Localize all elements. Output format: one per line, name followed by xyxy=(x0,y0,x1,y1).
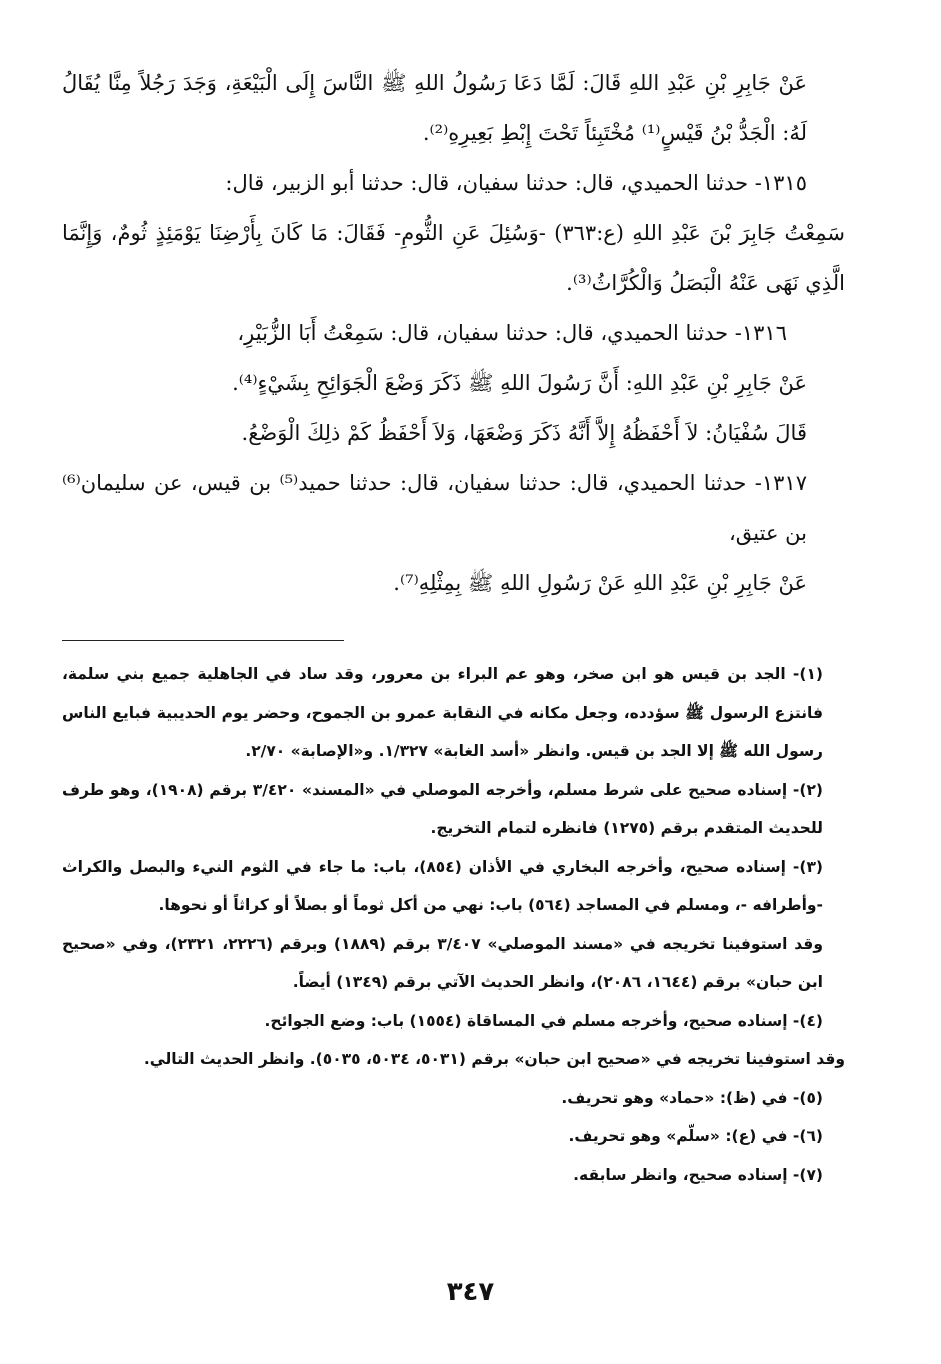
hadith-1317-chain: ١٣١٧- حدثنا الحميدي، قال: حدثنا سفيان، قال: حدثنا حميد⁽⁵⁾ بن قيس، عن سليمان⁽⁶⁾ بن عتيق، xyxy=(62,471,807,545)
page-number: ٣٤٧ xyxy=(446,1277,495,1307)
footnote-3-continued: وقد استوفينا تخريجه في «مسند الموصلي» ٣/٤٠٧ برقم (١٨٨٩) وبرقم (٢٢٢٦، ٢٣٢١)، وفي «صحيح ابن حبان» برقم (١٦٤٤، ٢٠٨٦)، وانظر الحديث الآتي برقم (١٣٤٩) أيضاً. xyxy=(62,934,823,991)
footnote-5: (٥)- في (ظ): «حماد» وهو تحريف. xyxy=(561,1088,823,1107)
hadith-1317-text: عَنْ جَابِرِ بْنِ عَبْدِ اللهِ عَنْ رَسُولِ اللهِ ﷺ بِمِثْلِهِ⁽⁷⁾. xyxy=(393,571,807,595)
footnote-7: (٧)- إسناده صحيح، وانظر سابقه. xyxy=(573,1165,823,1184)
footnote-3: (٣)- إسناده صحيح، وأخرجه البخاري في الأذان (٨٥٤)، باب: ما جاء في الثوم النيء والبصل والكراث -وأطرافه -، ومسلم في المساجد (٥٦٤) باب: نهي من أكل ثوماً أو بصلاً أو كراثاً أو نحوها. xyxy=(62,857,824,914)
footnote-separator xyxy=(62,640,344,641)
hadith-1316-chain: ١٣١٦- حدثنا الحميدي، قال: حدثنا سفيان، قال: سَمِعْتُ أَبَا الزُّبَيْرِ، xyxy=(237,321,787,345)
footnote-1: (١)- الجد بن قيس هو ابن صخر، وهو عم البراء بن معرور، وقد ساد في الجاهلية جميع بني سلمة، فانتزع الرسول ﷺ سؤدده، وجعل مكانه في النقابة عمرو بن الجموح، وحضر يوم الحديبية فبايع الناس رسول الله ﷺ إلا الجد بن قيس. وانظر «أسد الغابة» ١/٣٢٧. و«الإصابة» ٢/٧٠. xyxy=(62,665,823,760)
hadith-1316-text: عَنْ جَابِرِ بْنِ عَبْدِ اللهِ: أَنَّ رَسُولَ اللهِ ﷺ ذَكَرَ وَضْعَ الْجَوَائِحِ بِشَيْءٍ⁽⁴⁾. xyxy=(232,371,807,395)
hadith-1316-comment: قَالَ سُفْيَانُ: لاَ أَحْفَظُهُ إِلاَّ أَنَّهُ ذَكَرَ وَضْعَهَا، وَلاَ أَحْفَظُ كَمْ ذلِكَ الْوَضْعُ. xyxy=(241,421,807,445)
footnote-4-continued: وقد استوفينا تخريجه في «صحيح ابن حبان» برقم (٥٠٣١، ٥٠٣٤، ٥٠٣٥). وانظر الحديث التالي. xyxy=(143,1050,845,1068)
hadith-1315-chain: ١٣١٥- حدثنا الحميدي، قال: حدثنا سفيان، قال: حدثنا أبو الزبير، قال: xyxy=(225,171,807,195)
footnote-6: (٦)- في (ع): «سلّم» وهو تحريف. xyxy=(568,1127,823,1145)
footnotes xyxy=(62,655,845,1194)
hadith-1314-text: عَنْ جَابِرِ بْنِ عَبْدِ اللهِ قَالَ: لَمَّا دَعَا رَسُولُ اللهِ ﷺ النَّاسَ إِلَى الْبَيْعَةِ، وَجَدَ رَجُلاً مِنَّا يُقَالُ لَهُ: الْجَدُّ بْنُ قَيْسٍ⁽¹⁾ مُخْتَبِئاً تَحْتَ إِبْطِ بَعِيرِهِ⁽²⁾. xyxy=(62,71,807,145)
hadith-text xyxy=(62,58,845,608)
hadith-1315-text: سَمِعْتُ جَابِرَ بْنَ عَبْدِ اللهِ (ع:٣٦٣) -وَسُئِلَ عَنِ الثُّومِ- فَقَالَ: مَا كَانَ بِأَرْضِنَا يَوْمَئِذٍ ثُومٌ، وَإِنَّمَا الَّذِي نَهَى عَنْهُ الْبَصَلُ وَالْكُرَّاثُ⁽³⁾. xyxy=(62,221,845,295)
footnote-4: (٤)- إسناده صحيح، وأخرجه مسلم في المساقاة (١٥٥٤) باب: وضع الجوائح. xyxy=(264,1011,823,1030)
footnote-2: (٢)- إسناده صحيح على شرط مسلم، وأخرجه الموصلي في «المسند» ٣/٤٢٠ برقم (١٩٠٨)، وهو طرف للحديث المتقدم برقم (١٢٧٥) فانظره لتمام التخريج. xyxy=(62,780,823,837)
